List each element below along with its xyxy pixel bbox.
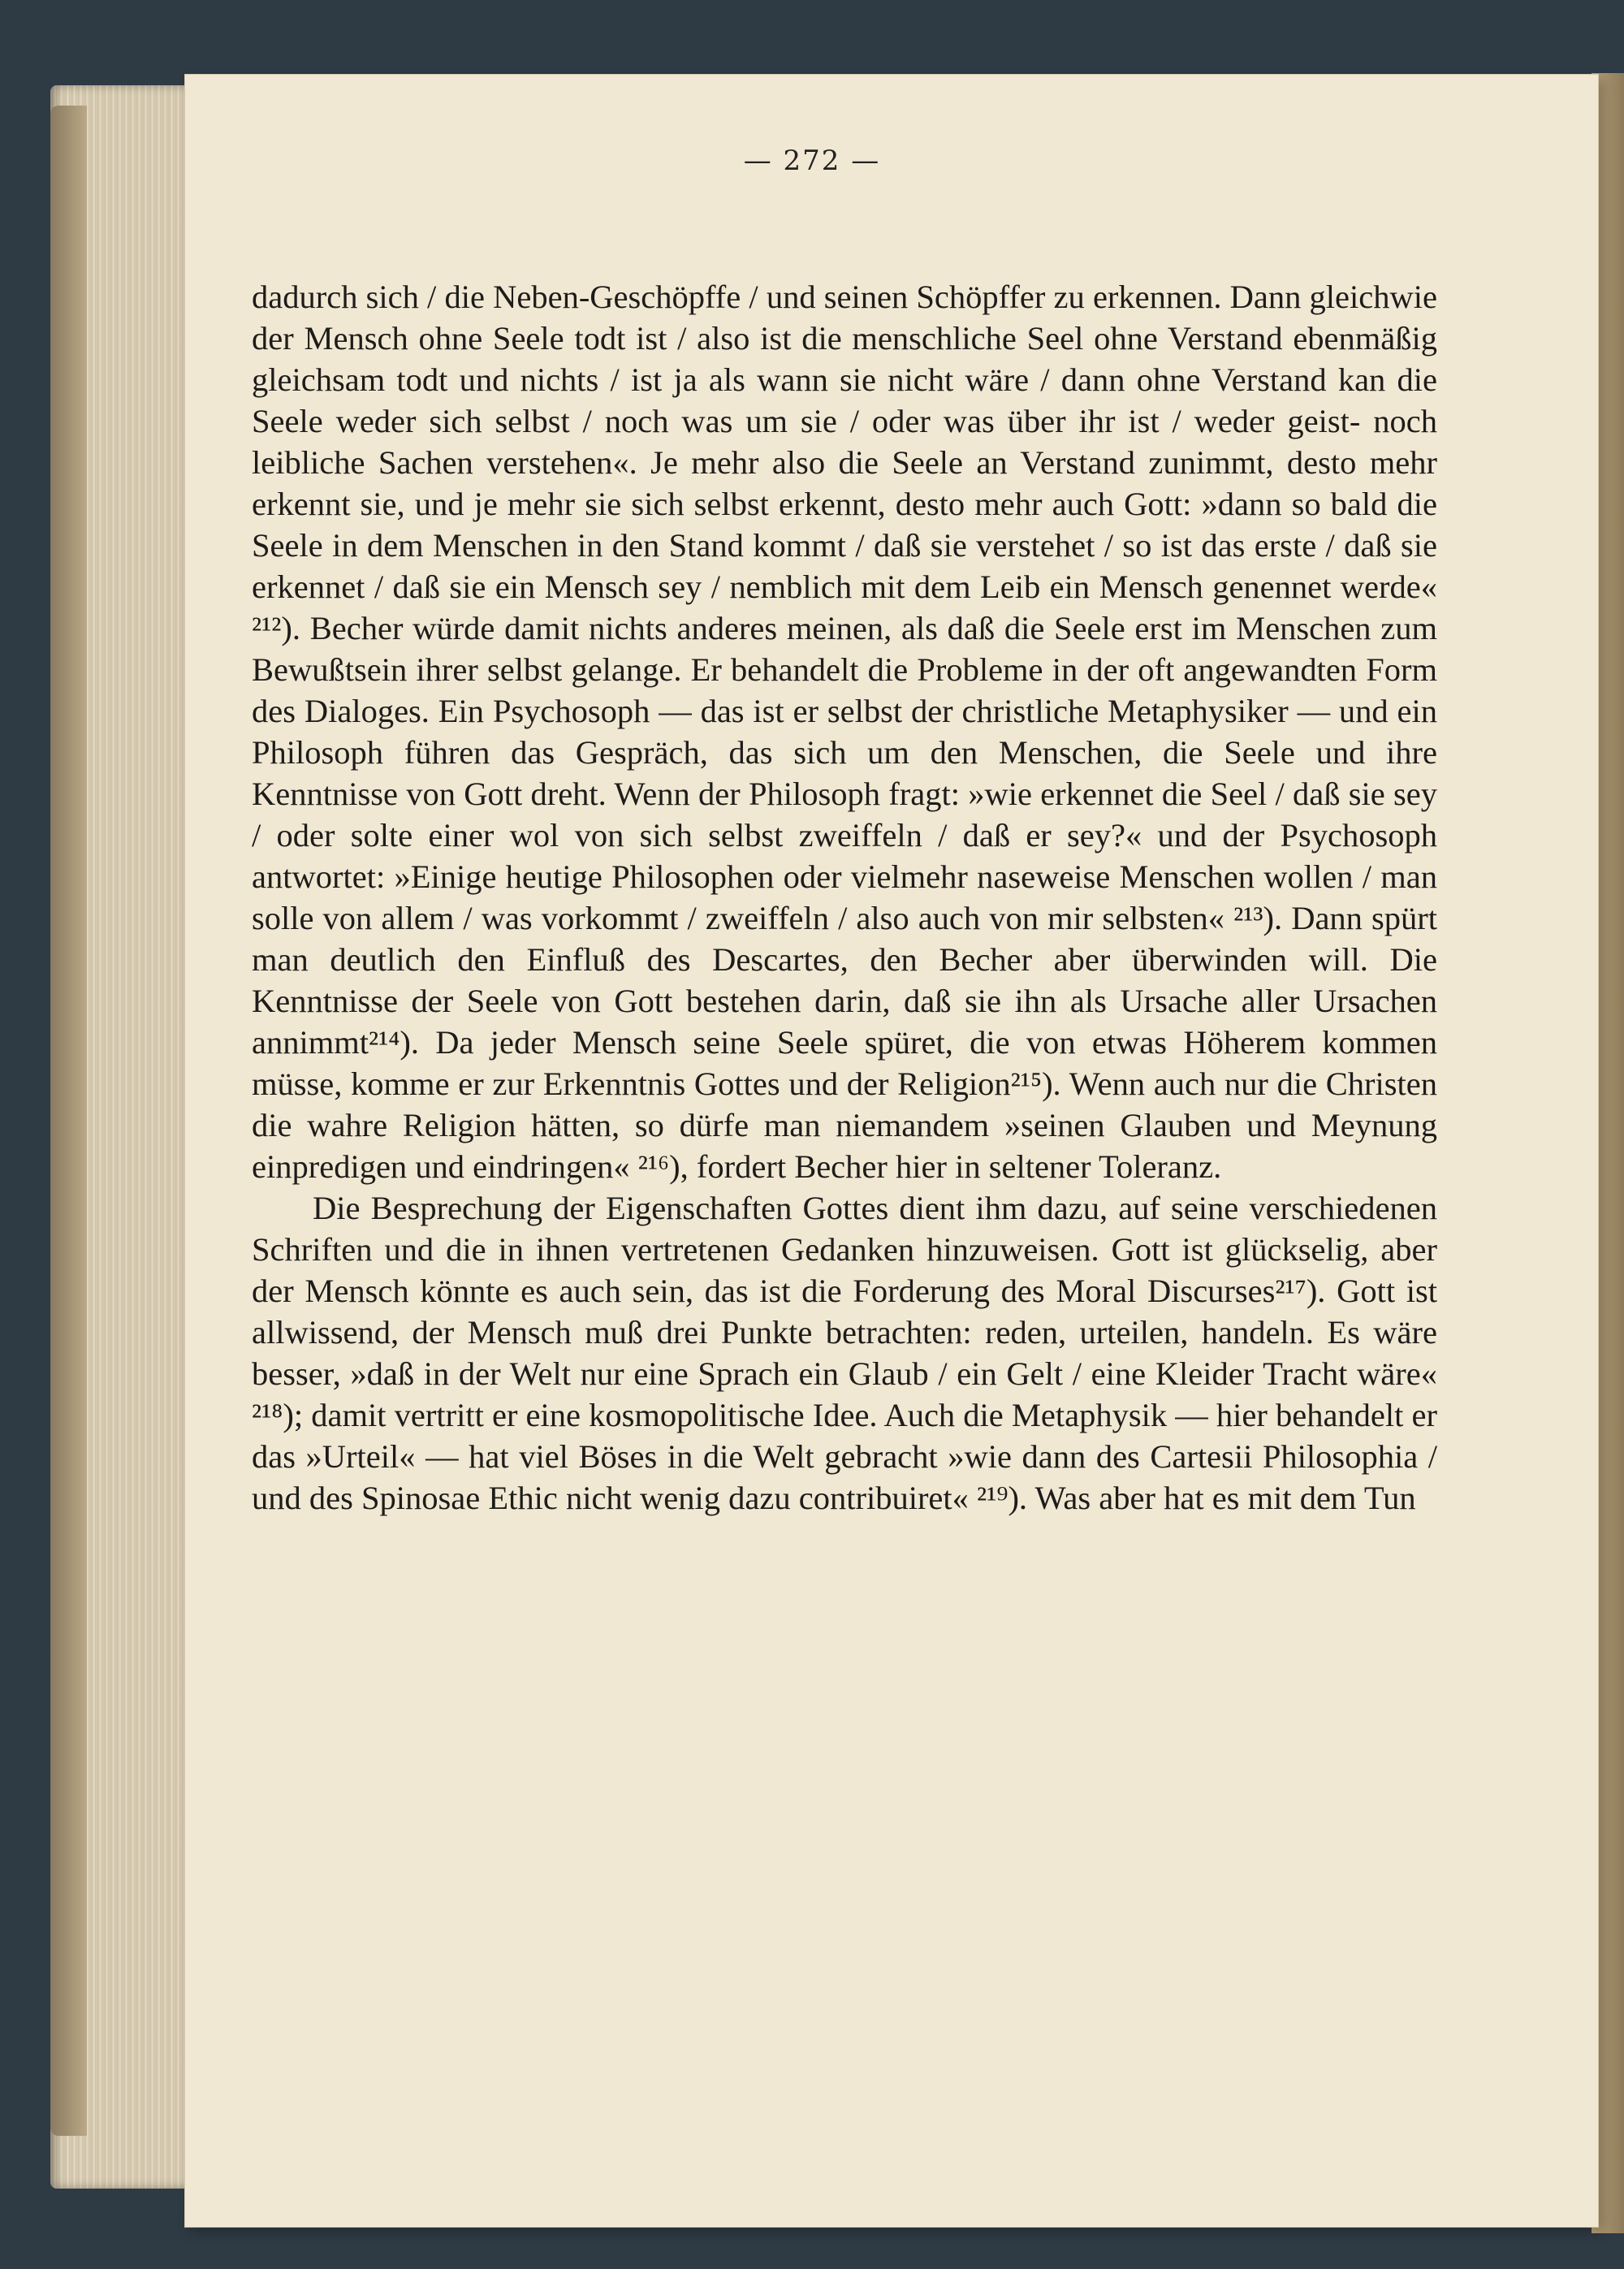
body-text	[252, 276, 1437, 1519]
book-spine-shadow	[50, 106, 87, 2136]
paragraph-1: dadurch sich / die Neben-Geschöpffe / und seinen Schöpffer zu erkennen. Dann gleichwie der Mensch ohne Seele todt ist / also ist die menschliche Seel ohne Verstand ebenmäßig gleichsam todt und nichts / ist ja als wann sie nicht wäre / dann ohne Verstand kan die Seele weder sich selbst / noch was um sie / oder was über ihr ist / weder geist- noch leibliche Sachen verstehen«. Je mehr also die Seele an Verstand zunimmt, desto mehr erkennt sie, und je mehr sie sich selbst erkennt, desto mehr auch Gott: »dann so bald die Seele in dem Menschen in den Stand kommt / daß sie verstehet / so ist das erste / daß sie erkennet / daß sie ein Mensch sey / nemblich mit dem Leib ein Mensch genennet werde« ²¹²). Becher würde damit nichts anderes meinen, als daß die Seele erst im Menschen zum Bewußtsein ihrer selbst gelange. Er behandelt die Probleme in der oft angewandten Form des Dialoges. Ein Psychosoph — das ist er selbst der christliche Metaphysiker — und ein Philosoph führen das Gespräch, das sich um den Menschen, die Seele und ihre Kenntnisse von Gott dreht. Wenn der Philosoph fragt: »wie erkennet die Seel / daß sie sey / oder solte einer wol von sich selbst zweiffeln / daß er sey?« und der Psychosoph antwortet: »Einige heutige Philosophen oder vielmehr naseweise Menschen wollen / man solle von allem / was vorkommt / zweiffeln / also auch von mir selbsten« ²¹³). Dann spürt man deutlich den Einfluß des Descartes, den Becher aber überwinden will. Die Kenntnisse der Seele von Gott bestehen darin, daß sie ihn als Ursache aller Ursachen annimmt²¹⁴). Da jeder Mensch seine Seele spüret, die von etwas Höherem kommen müsse, komme er zur Erkenntnis Gottes und der Religion²¹⁵). Wenn auch nur die Christen die wahre Religion hätten, so dürfe man niemandem »seinen Glauben und Meynung einpredigen und eindringen« ²¹⁶), fordert Becher hier in seltener Toleranz.	[252, 279, 1437, 1185]
paragraph-2: Die Besprechung der Eigenschaften Gottes dient ihm dazu, auf seine verschiedenen Schriften und die in ihnen vertretenen Gedanken hinzuweisen. Gott ist glückselig, aber der Mensch könnte es auch sein, das ist die Forderung des Moral Discurses²¹⁷). Gott ist allwissend, der Mensch muß drei Punkte betrachten: reden, urteilen, handeln. Es wäre besser, »daß in der Welt nur eine Sprach ein Glaub / ein Gelt / eine Kleider Tracht wäre« ²¹⁸); damit vertritt er eine kosmopolitische Idee. Auch die Metaphysik — hier behandelt er das »Urteil« — hat viel Böses in die Welt gebracht »wie dann des Cartesii Philosophia / und des Spinosae Ethic nicht wenig dazu contribuiret« ²¹⁹). Was aber hat es mit dem Tun	[252, 1190, 1437, 1516]
page-number: — 272 —	[743, 145, 881, 177]
